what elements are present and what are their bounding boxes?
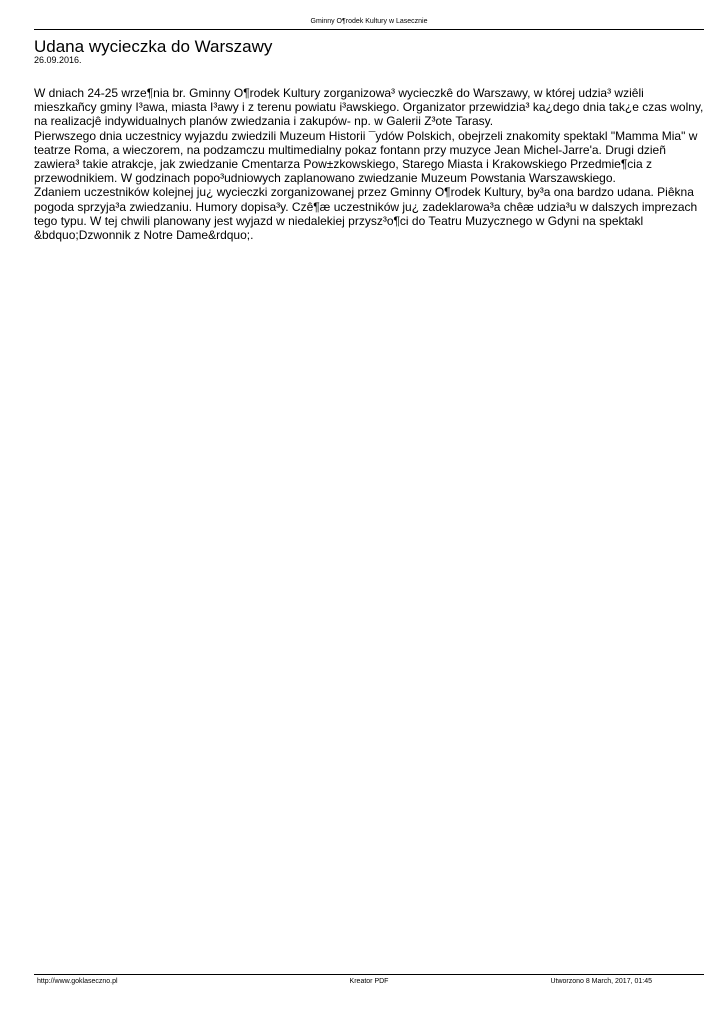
article-paragraph: Zdaniem uczestników kolejnej ju¿ wycieczki zorganizowanej przez Gminny O¶rodek Kultury, by³a ona bardzo udana. Piêkna pogoda sprzyja³a zwiedzaniu. Humory dopisa³y. Czê¶æ uczestników ju¿ zadeklarowa³a chêæ udzia³u w dalszych imprezach tego typu. W tej chwili planowany jest wyjazd w niedalekiej przysz³o¶ci do Teatru Muzycznego w Gdyni na spektakl &bdquo;Dzwonnik z Notre Dame&rdquo;. xyxy=(34,185,698,243)
footer-generator: Kreator PDF xyxy=(349,978,389,985)
article-body xyxy=(34,86,706,242)
page-header xyxy=(34,17,704,26)
article-paragraph: Pierwszego dnia uczestnicy wyjazdu zwiedzili Muzeum Historii ¯ydów Polskich, obejrzeli znakomity spektakl "Mamma Mia" w teatrze Roma, a wieczorem, na podzamczu multimedialny pokaz fontann przy muzyce Jean Michel-Jarre'a. Drugi dzieñ zawiera³ takie atrakcje, jak zwiedzanie Cmentarza Pow±zkowskiego, Starego Miasta i Krakowskiego Przedmie¶cia z przewodnikiem. W godzinach popo³udniowych zaplanowano zwiedzanie Muzeum Powstania Warszawskiego. xyxy=(34,128,698,186)
site-name: Gminny O¶rodek Kultury w Lasecznie xyxy=(310,18,428,25)
footer-url-link[interactable]: http://www.goklaseczno.pl xyxy=(37,978,118,985)
header-divider xyxy=(34,29,704,30)
article-title: Udana wycieczka do Warszawy xyxy=(34,37,273,56)
article-date: 26.09.2016. xyxy=(34,55,82,65)
footer-created-date: Utworzono 8 March, 2017, 01:45 xyxy=(550,978,652,985)
article-paragraph: W dniach 24-25 wrze¶nia br. Gminny O¶rodek Kultury zorganizowa³ wycieczkê do Warszawy, w której udzia³ wziêli mieszkañcy gminy I³awa, miasta I³awy i z terenu powiatu i³awskiego. Organizator przewidzia³ ka¿dego dnia tak¿e czas wolny, na realizacjê indywidualnych planów zwiedzania i zakupów- np. w Galerii Z³ote Tarasy. xyxy=(34,86,704,129)
footer-divider xyxy=(34,974,704,975)
